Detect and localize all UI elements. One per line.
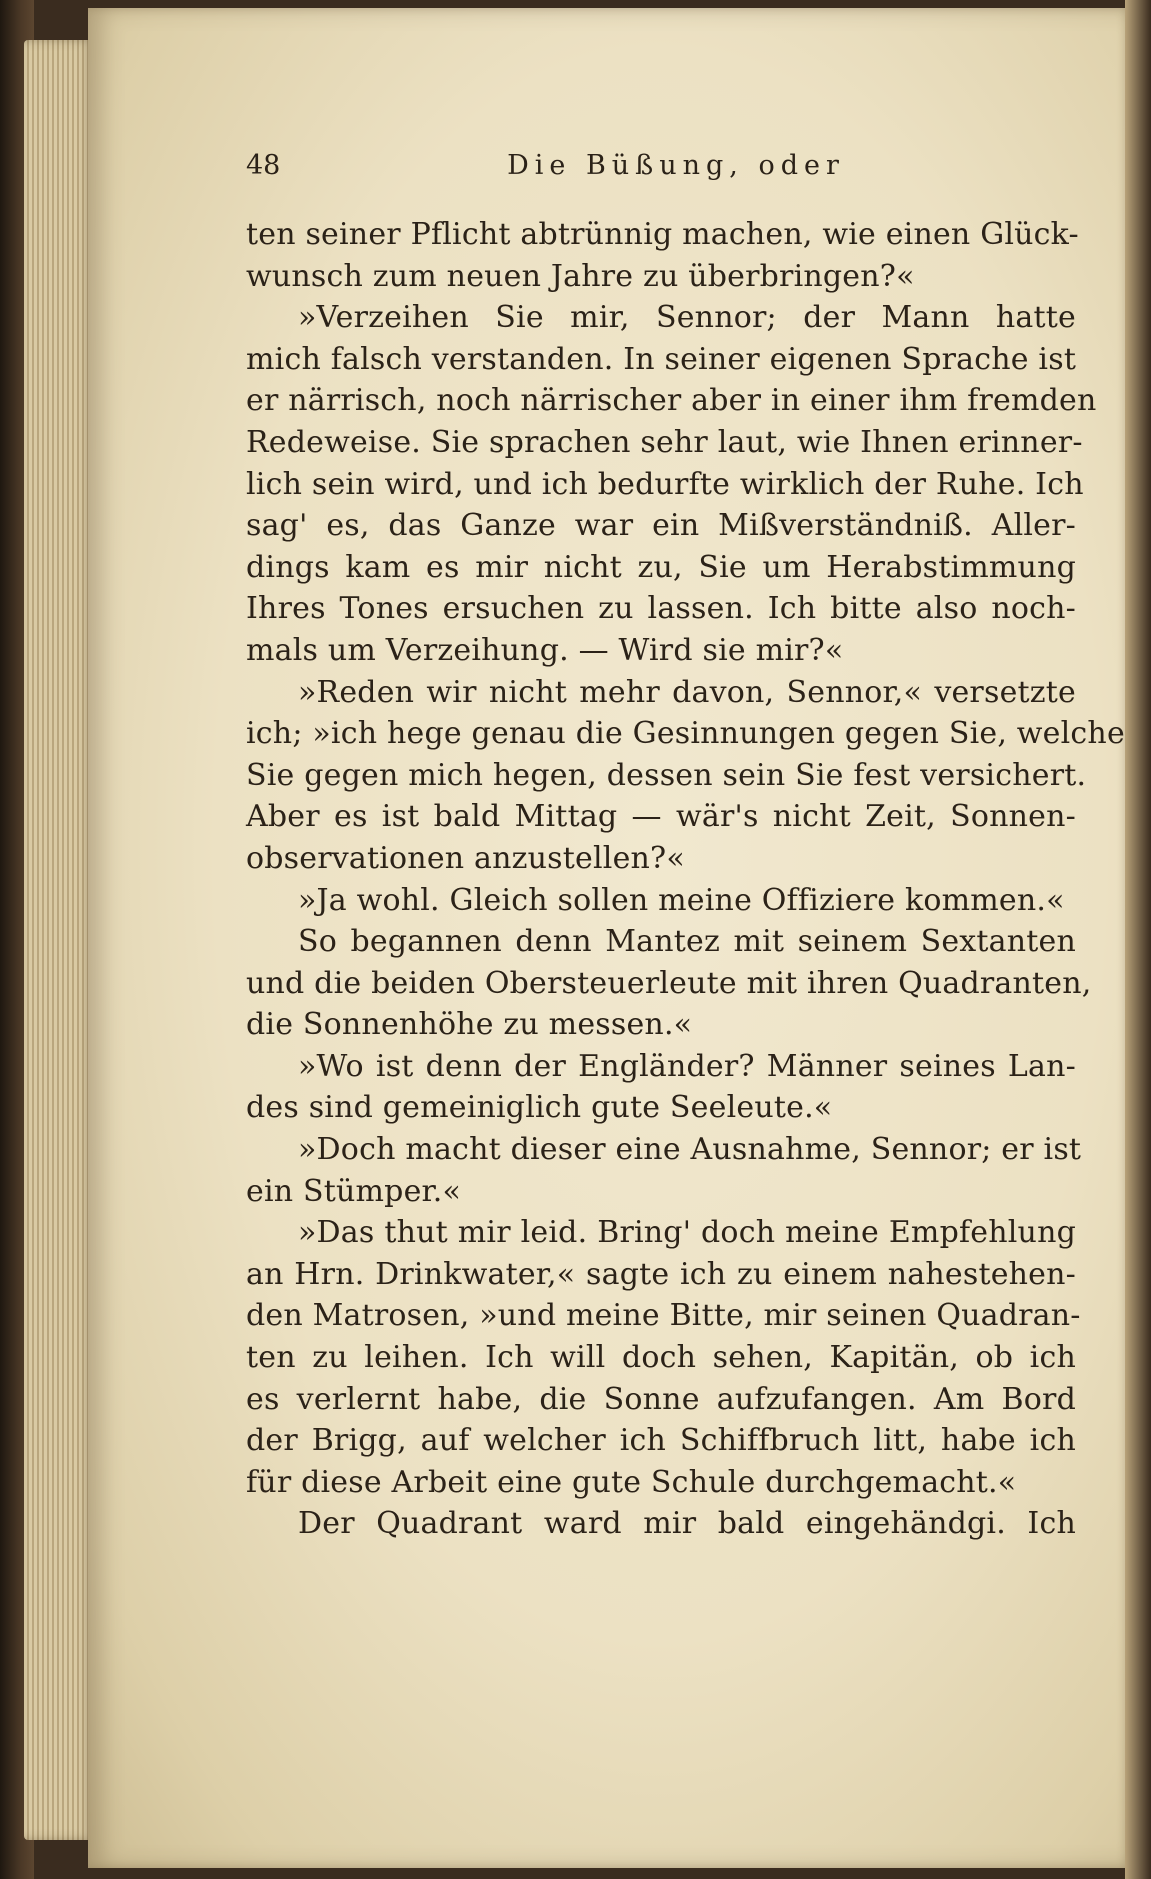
text-line: »Reden wir nicht mehr davon, Sennor,« versetzte xyxy=(298,674,1076,710)
text-line: »Wo ist denn der Engländer? Männer seines Lan- xyxy=(298,1048,1076,1084)
text-line: »Das thut mir leid. Bring' doch meine Empfehlung xyxy=(298,1215,1076,1251)
text-line: observationen anzustellen?« xyxy=(246,840,685,876)
text-line: So begannen denn Mantez mit seinem Sextanten xyxy=(298,924,1076,960)
text-line: »Ja wohl. Gleich sollen meine Offiziere kommen.« xyxy=(298,882,1065,918)
text-line: mich falsch verstanden. In seiner eigenen Sprache ist xyxy=(246,341,1077,377)
text-line: er närrisch, noch närrischer aber in einer ihm fremden xyxy=(246,383,1097,419)
text-line: und die beiden Obersteuerleute mit ihren Quadranten, xyxy=(246,965,1092,1001)
page-number: 48 xyxy=(246,150,281,181)
text-line: »Verzeihen Sie mir, Sennor; der Mann hatte xyxy=(298,300,1076,336)
page-edges xyxy=(24,40,94,1840)
text-line: dings kam es mir nicht zu, Sie um Herabstimmung xyxy=(246,549,1076,585)
text-line: der Brigg, auf welcher ich Schiffbruch litt, habe ich xyxy=(246,1423,1076,1459)
text-block xyxy=(246,150,1125,1545)
text-line: ten zu leihen. Ich will doch sehen, Kapitän, ob ich xyxy=(246,1340,1076,1376)
text-line: wunsch zum neuen Jahre zu überbringen?« xyxy=(246,258,915,294)
text-line: die Sonnenhöhe zu messen.« xyxy=(246,1007,693,1043)
text-line: sag' es, das Ganze war ein Mißverständniß. Aller- xyxy=(246,508,1076,544)
text-line: ein Stümper.« xyxy=(246,1173,462,1209)
page-right-edge xyxy=(1125,0,1151,1879)
text-line: Redeweise. Sie sprachen sehr laut, wie Ihnen erinner- xyxy=(246,424,1083,460)
text-line: des sind gemeiniglich gute Seeleute.« xyxy=(246,1090,833,1126)
text-line: den Matrosen, »und meine Bitte, mir seinen Quadran- xyxy=(246,1298,1081,1334)
text-line: an Hrn. Drinkwater,« sagte ich zu einem nahestehen- xyxy=(246,1256,1076,1292)
text-line: Der Quadrant ward mir bald eingehändgi. Ich xyxy=(298,1506,1076,1542)
text-line: es verlernt habe, die Sonne aufzufangen. Am Bord xyxy=(246,1381,1076,1417)
running-head: Die Büßung, oder xyxy=(507,150,845,181)
text-line: ten seiner Pflicht abtrünnig machen, wie einen Glück- xyxy=(246,217,1079,252)
page-header xyxy=(246,150,1076,196)
text-line: mals um Verzeihung. — Wird sie mir?« xyxy=(246,632,844,668)
text-line: »Doch macht dieser eine Ausnahme, Sennor; er ist xyxy=(298,1132,1082,1168)
text-line: Sie gegen mich hegen, dessen sein Sie fest versichert. xyxy=(246,757,1087,793)
text-line: lich sein wird, und ich bedurfte wirklich der Ruhe. Ich xyxy=(246,466,1084,502)
text-line: Aber es ist bald Mittag — wär's nicht Zeit, Sonnen- xyxy=(246,799,1076,835)
text-line: Ihres Tones ersuchen zu lassen. Ich bitte also noch- xyxy=(246,591,1076,627)
text-line: ich; »ich hege genau die Gesinnungen gegen Sie, welche xyxy=(246,716,1125,752)
text-line: für diese Arbeit eine gute Schule durchgemacht.« xyxy=(246,1464,1017,1500)
